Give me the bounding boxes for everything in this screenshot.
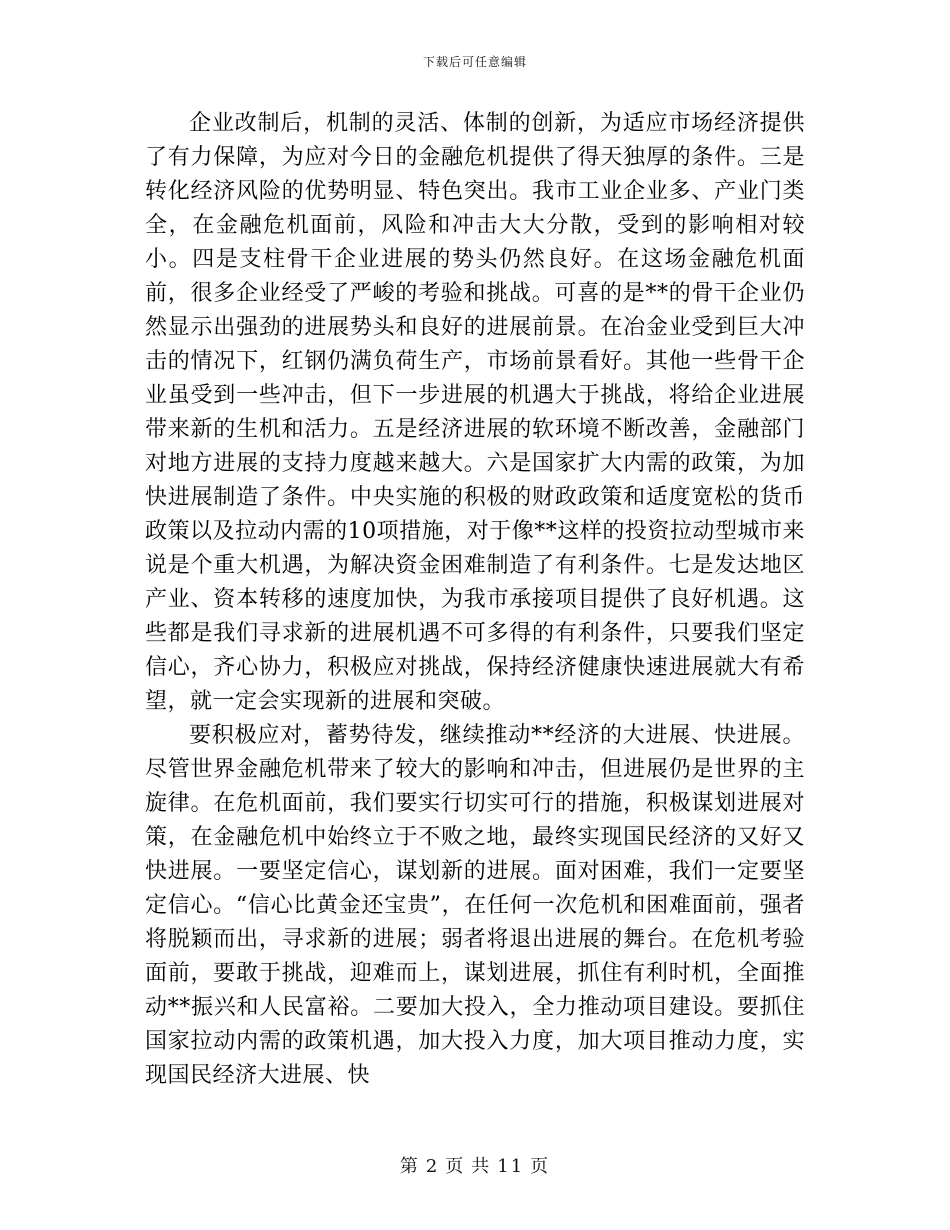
page-header: 下载后可任意编辑 [422,55,527,69]
paragraph-2: 要积极应对，蓄势待发，继续推动**经济的大进展、快进展。尽管世界金融危机带来了较大的影响和冲击，但进展仍是世界的主旋律。在危机面前，我们要实行切实可行的措施，积极谋划进展对策，在金融危机中始终立于不败之地，最终实现国民经济的又好又快进展。一要坚定信心，谋划新的进展。面对困难，我们一定要坚定信心。“信心比黄金还宝贵”，在任何一次危机和困难面前，强者将脱颖而出，寻求新的进展；弱者将退出进展的舞台。在危机考验面前，要敢于挑战，迎难而上，谋划进展，抓住有利时机，全面推动**振兴和人民富裕。二要加大投入，全力推动项目建设。要抓住国家拉动内需的政策机遇，加大投入力度，加大项目推动力度，实现国民经济大进展、快 [145,723,805,1088]
footer-page-number: 2 [425,1156,440,1177]
document-body [145,107,805,1093]
footer-page-label: 页 [445,1156,466,1177]
paragraph-1: 企业改制后，机制的灵活、体制的创新，为适应市场经济提供了有力保障，为应对今日的金融危机提供了得天独厚的条件。三是转化经济风险的优势明显、特色突出。我市工业企业多、产业门类全，在金融危机面前，风险和冲击大大分散，受到的影响相对较小。四是支柱骨干企业进展的势头仍然良好。在这场金融危机面前，很多企业经受了严峻的考验和挑战。可喜的是**的骨干企业仍然显示出强劲的进展势头和良好的进展前景。在冶金业受到巨大冲击的情况下，红钢仍满负荷生产，市场前景看好。其他一些骨干企业虽受到一些冲击，但下一步进展的机遇大于挑战，将给企业进展带来新的生机和活力。五是经济进展的软环境不断改善，金融部门对地方进展的支持力度越来越大。六是国家扩大内需的政策，为加快进展制造了条件。中央实施的积极的财政政策和适度宽松的货币政策以及拉动内需的10项措施，对于像**这样的投资拉动型城市来说是个重大机遇，为解决资金困难制造了有利条件。七是发达地区产业、资本转移的速度加快，为我市承接项目提供了良好机遇。这些都是我们寻求新的进展机遇不可多得的有利条件，只要我们坚定信心，齐心协力，积极应对挑战，保持经济健康快速进展就大有希望，就一定会实现新的进展和突破。 [145,111,805,714]
page-footer [0,1152,950,1178]
footer-total-pages: 11 [497,1156,525,1177]
footer-total-label: 共 [471,1156,492,1177]
footer-prefix: 第 [399,1156,420,1177]
footer-suffix: 页 [530,1156,551,1177]
